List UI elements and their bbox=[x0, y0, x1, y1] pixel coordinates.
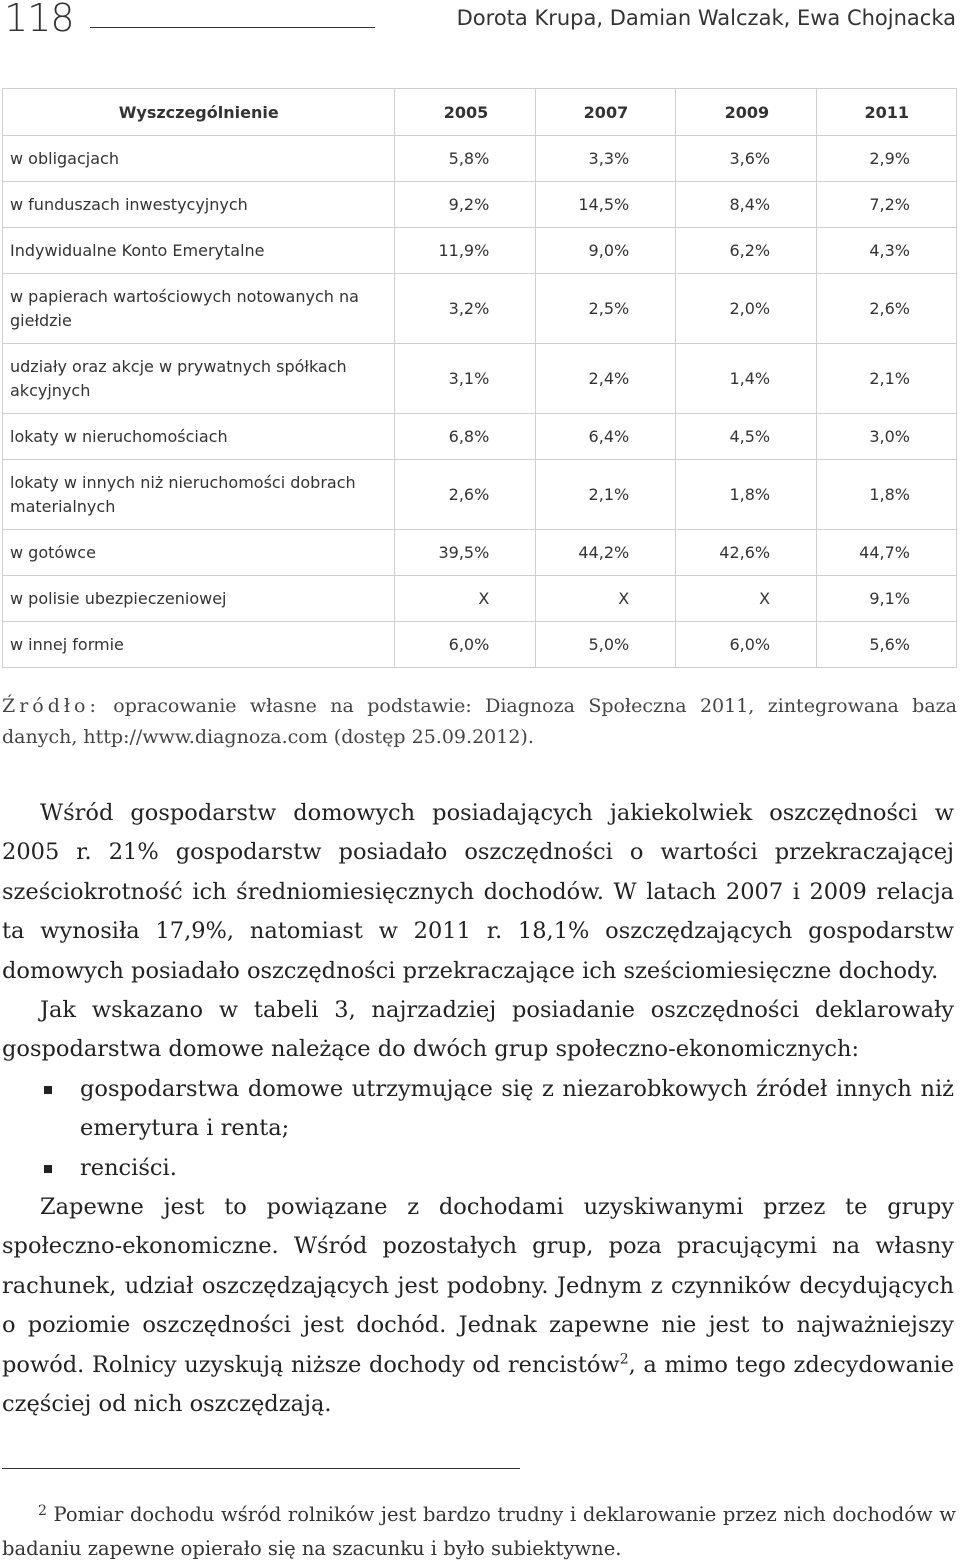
running-header-authors: Dorota Krupa, Damian Walczak, Ewa Chojnacka bbox=[456, 6, 956, 30]
table-header-row bbox=[3, 89, 957, 136]
page-header bbox=[0, 0, 960, 50]
page-number: 118 bbox=[4, 0, 74, 40]
table-cell: 2,1% bbox=[536, 460, 676, 530]
table-cell: 9,0% bbox=[536, 228, 676, 274]
paragraph: Jak wskazano w tabeli 3, najrzadziej posiadanie oszczędności deklarowały gospodarstwa domowe należące do dwóch grup społeczno-ekonomicznych: bbox=[2, 997, 954, 1063]
row-label: udziały oraz akcje w prywatnych spółkach akcyjnych bbox=[3, 344, 395, 414]
table-cell: 5,8% bbox=[395, 136, 536, 182]
table-cell: 3,2% bbox=[395, 274, 536, 344]
table-row bbox=[3, 228, 957, 274]
table-cell: 7,2% bbox=[817, 182, 957, 228]
table-row bbox=[3, 460, 957, 530]
list-item-text: gospodarstwa domowe utrzymujące się z niezarobkowych źródeł innych niż emerytura i renta; bbox=[80, 1075, 954, 1142]
row-label: w obligacjach bbox=[3, 136, 395, 182]
table-cell: X bbox=[395, 576, 536, 622]
table-cell: 3,6% bbox=[676, 136, 817, 182]
table-row bbox=[3, 530, 957, 576]
footnote bbox=[2, 1494, 956, 1566]
table-row bbox=[3, 136, 957, 182]
row-label: Indywidualne Konto Emerytalne bbox=[3, 228, 395, 274]
source-label: Źródło: bbox=[2, 695, 100, 717]
savings-table bbox=[2, 88, 957, 668]
table-cell: 2,0% bbox=[676, 274, 817, 344]
table-cell: 1,4% bbox=[676, 344, 817, 414]
table-cell: 11,9% bbox=[395, 228, 536, 274]
table-cell: 8,4% bbox=[676, 182, 817, 228]
table-cell: 5,6% bbox=[817, 622, 957, 668]
row-label: w funduszach inwestycyjnych bbox=[3, 182, 395, 228]
paragraph bbox=[2, 1188, 954, 1424]
row-label: w polisie ubezpieczeniowej bbox=[3, 576, 395, 622]
table-row bbox=[3, 182, 957, 228]
source-text: opracowanie własne na podstawie: Diagnoza Społeczna 2011, zintegrowana baza danych, http://www.diagnoza.com (dostęp 25.09.2012). bbox=[2, 695, 957, 748]
row-label: w papierach wartościowych notowanych na giełdzie bbox=[3, 274, 395, 344]
table-cell: 3,1% bbox=[395, 344, 536, 414]
footnote-reference: 2 bbox=[619, 1351, 629, 1368]
footnote-number: 2 bbox=[38, 1503, 47, 1519]
row-label: w innej formie bbox=[3, 622, 395, 668]
list-item bbox=[2, 1070, 954, 1149]
paragraph: Wśród gospodarstw domowych posiadających jakiekolwiek oszczędności w 2005 r. 21% gospodarstw posiadało oszczędności o wartości przekraczającej sześciokrotność ich średniomiesięcznych dochodów. W latach 2007 i 2009 relacja ta wynosiła 17,9%, natomiast w 2011 r. 18,1% oszczędzających gospodarstw domowych posiadało oszczędności przekraczające ich sześciomiesięczne dochody. bbox=[2, 800, 954, 984]
table-cell: 14,5% bbox=[536, 182, 676, 228]
table-cell: X bbox=[536, 576, 676, 622]
table-cell: 2,4% bbox=[536, 344, 676, 414]
table-cell: 6,4% bbox=[536, 414, 676, 460]
table-cell: 4,3% bbox=[817, 228, 957, 274]
table-cell: 9,2% bbox=[395, 182, 536, 228]
table-cell: 2,5% bbox=[536, 274, 676, 344]
table-cell: 2,1% bbox=[817, 344, 957, 414]
table-cell: 3,0% bbox=[817, 414, 957, 460]
row-label: w gotówce bbox=[3, 530, 395, 576]
table-cell: 6,8% bbox=[395, 414, 536, 460]
column-header: 2011 bbox=[817, 89, 957, 136]
table-cell: 42,6% bbox=[676, 530, 817, 576]
column-header: 2007 bbox=[536, 89, 676, 136]
column-header: 2009 bbox=[676, 89, 817, 136]
square-bullet-icon bbox=[44, 1165, 52, 1173]
table-row bbox=[3, 274, 957, 344]
table-cell: 39,5% bbox=[395, 530, 536, 576]
footnote-text: Pomiar dochodu wśród rolników jest bardzo trudny i deklarowanie przez nich dochodów w badaniu zapewne opierało się na szacunku i było subiektywne. bbox=[2, 1503, 956, 1560]
table-cell: 44,2% bbox=[536, 530, 676, 576]
table-row bbox=[3, 622, 957, 668]
list-item bbox=[2, 1149, 954, 1188]
table-cell: 5,0% bbox=[536, 622, 676, 668]
row-label: lokaty w nieruchomościach bbox=[3, 414, 395, 460]
table-cell: 2,6% bbox=[395, 460, 536, 530]
table-cell: 3,3% bbox=[536, 136, 676, 182]
paragraph-text: Zapewne jest to powiązane z dochodami uzyskiwanymi przez te grupy społeczno-ekonomiczne. Wśród pozostałych grup, poza pracującymi na własny rachunek, udział oszczędzających jest podobny. Jednym z czynników decydujących o poziomie oszczędności jest dochód. Jednak zapewne nie jest to najważniejszy powód. Rolnicy uzyskują niższe dochody od rencistów bbox=[2, 1194, 954, 1378]
table-row bbox=[3, 576, 957, 622]
table-cell: 2,9% bbox=[817, 136, 957, 182]
paragraph-text-end: , a mimo tego zdecydowanie częściej od nich oszczędzają. bbox=[2, 1351, 955, 1418]
table-cell: X bbox=[676, 576, 817, 622]
table-cell: 9,1% bbox=[817, 576, 957, 622]
table-cell: 1,8% bbox=[817, 460, 957, 530]
body-text bbox=[2, 794, 954, 1425]
table-row bbox=[3, 414, 957, 460]
footnote-rule bbox=[2, 1468, 520, 1469]
row-label: lokaty w innych niż nieruchomości dobrach materialnych bbox=[3, 460, 395, 530]
list-item-text: renciści. bbox=[80, 1154, 177, 1181]
column-header: 2005 bbox=[395, 89, 536, 136]
table-cell: 6,0% bbox=[395, 622, 536, 668]
table-cell: 6,0% bbox=[676, 622, 817, 668]
square-bullet-icon bbox=[44, 1086, 52, 1094]
table-cell: 6,2% bbox=[676, 228, 817, 274]
table-cell: 2,6% bbox=[817, 274, 957, 344]
bullet-list bbox=[2, 1070, 954, 1188]
table-cell: 1,8% bbox=[676, 460, 817, 530]
table-cell: 44,7% bbox=[817, 530, 957, 576]
table-cell: 4,5% bbox=[676, 414, 817, 460]
table-row bbox=[3, 344, 957, 414]
column-header: Wyszczególnienie bbox=[3, 89, 395, 136]
table-source-note bbox=[2, 691, 957, 753]
header-rule bbox=[90, 27, 375, 28]
